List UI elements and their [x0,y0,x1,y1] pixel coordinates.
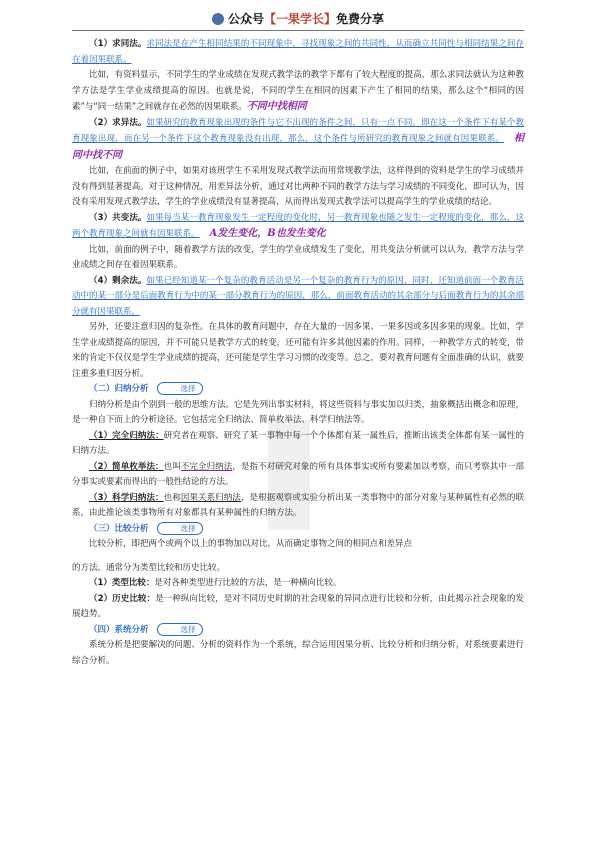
document-body [72,37,524,669]
agreement-example: 比如，有资料显示，不同学生的学业成绩在发现式教学法的教学下都有了较大程度的提高，那么求同法就认为这种教学方法是学生学业成绩提高的原因。也就是说，不同的学生在相同的因素下产生了相同的结果，那么这个“相同的因素”与“同一结果”之间就存在必然的因果联系。不同中找相同 [72,70,524,112]
difference-example: 比如，在前面的例子中，如果对该班学生不采用发现式教学法而用常规教学法，这样得到的资料是学生的学习成绩并没有得到显著提高。对于这种情况，用差异法分析，通过对比两种不同的教学方法与学习成绩的不同变化，即可认为，因没有采用发现式教学法，学生的学业成绩没有显著提高，从而得出发现式教学法可以提高学生的学业成绩的结论。 [72,166,524,207]
complete-induction: （1）完全归纳法：研究者在观察、研究了某一事物中每一个个体都有某一属性后，推断出该类全体都有某一属性的归纳方法。 [72,430,524,456]
scientific-induction: （3）科学归纳法：也称因果关系归纳法，是根据观察或实验分析出某一类事物中的部分对象与某种属性有必然的联系，由此推论该类事物所有对象都具有某种属性的归纳方法。 [72,492,524,518]
method-residues: （4）剩余法。如果已经知道某一个复杂的教育活动是另一个复杂的教育行为的原因，同时，还知道前面一个教育活动中的某一部分是后面教育行为中的某一部分教育行为的原因，那么，前面教育活动的其余部分与后面教育行为的其余部分就有因果联系。 [72,275,524,317]
historical-comparison: （2）历史比较：是一种纵向比较，是对不同历史时期的社会现象的异同点进行比较和分析，由此揭示社会现象的发展趋势。 [72,593,524,619]
choice-badge: 选择 [157,522,203,535]
systems-analysis: 系统分析是把要解决的问题、分析的资料作为一个系统，综合运用因果分析、比较分析和归纳分析，对系统要素进行综合分析。 [72,640,524,666]
simple-enumeration: （2）简单枚举法：也叫不完全归纳法，是指不对研究对象的所有具体事实或所有要素加以考察，而只考察其中一部分事实或要素而得出的一般性结论的方法。 [72,461,524,487]
induction-intro: 归纳分析是由个别到一般的思维方法。它是先列出事实材料，将这些资料与事实加以归类，抽象概括出概念和原理，是一种自下而上的分析途径。它包括完全归纳法、简单枚举法、科学归纳法等。 [72,399,524,425]
page-header [0,10,596,27]
method-concomitant: （3）共变法。如果每当某一教育现象发生一定程度的变化时，另一教育现象也随之发生一定程度的变化，那么，这两个教育现象之间就有因果联系。 A发生变化，B也发生变化 [72,212,524,239]
type-comparison: （1）类型比较：是对各种类型进行比较的方法，是一种横向比较。 [89,578,342,588]
header-suffix: 免费分享 [336,12,385,26]
handwritten-note: A发生变化，B也发生变化 [209,228,326,239]
comparison-intro-cont: 的方法。通常分为类型比较和历史比较。 [72,562,226,573]
method-difference: （2）求异法。如果研究的教育现象出现的条件与它不出现的条件之间，只有一点不同，即在这一个条件下有某个教育现象出现，而在另一个条件下这个教育现象没有出现，那么，这个条件与所研究的教育现象之间就有因果联系。 相同中找不同 [72,117,524,161]
method-agreement: （1）求同法。求同法是在产生相同结果的不同现象中，寻找现象之间的共同性，从而确立共同性与相同结果之间存在着因果联系。 [72,39,524,65]
section-heading: （三）比较分析 选择 [72,522,524,538]
section-heading: （二）归纳分析 选择 [72,382,524,398]
choice-badge: 选择 [157,623,203,636]
concomitant-example: 比如，前面的例子中，随着教学方法的改变，学生的学业成绩发生了变化，用共变法分析就可以认为，教学方法与学业成绩之间存在着因果联系。 [72,244,524,270]
handwritten-note: 相同中找不同 [72,133,524,161]
avatar-icon [212,13,224,25]
attribution-note: 另外，还要注意归因的复杂性。在具体的教育问题中，存在大量的一因多果、一果多因或多因多果的现象。比如，学生学业成绩提高的原因，并不可能只是教学方式的转变，还可能有许多其他因素的作用。同样，一种教学方式的转变，带来的肯定不仅仅是学生学业成绩的提高，还可能是学生学习习惯的改变等。总之，要对教育问题有全面准确的认识，就要注重多重归因分析。 [72,322,524,379]
header-divider [72,30,524,31]
section-heading: （四）系统分析 选择 [72,623,524,639]
header-highlight: 【一果学长】 [263,12,336,26]
header-prefix: 公众号 [227,12,264,26]
handwritten-note: 不同中找相同 [246,101,307,112]
comparison-intro: 比较分析，即把两个或两个以上的事物加以对比，从而确定事物之间的相同点和差异点 [89,539,413,549]
choice-badge: 选择 [157,382,203,395]
